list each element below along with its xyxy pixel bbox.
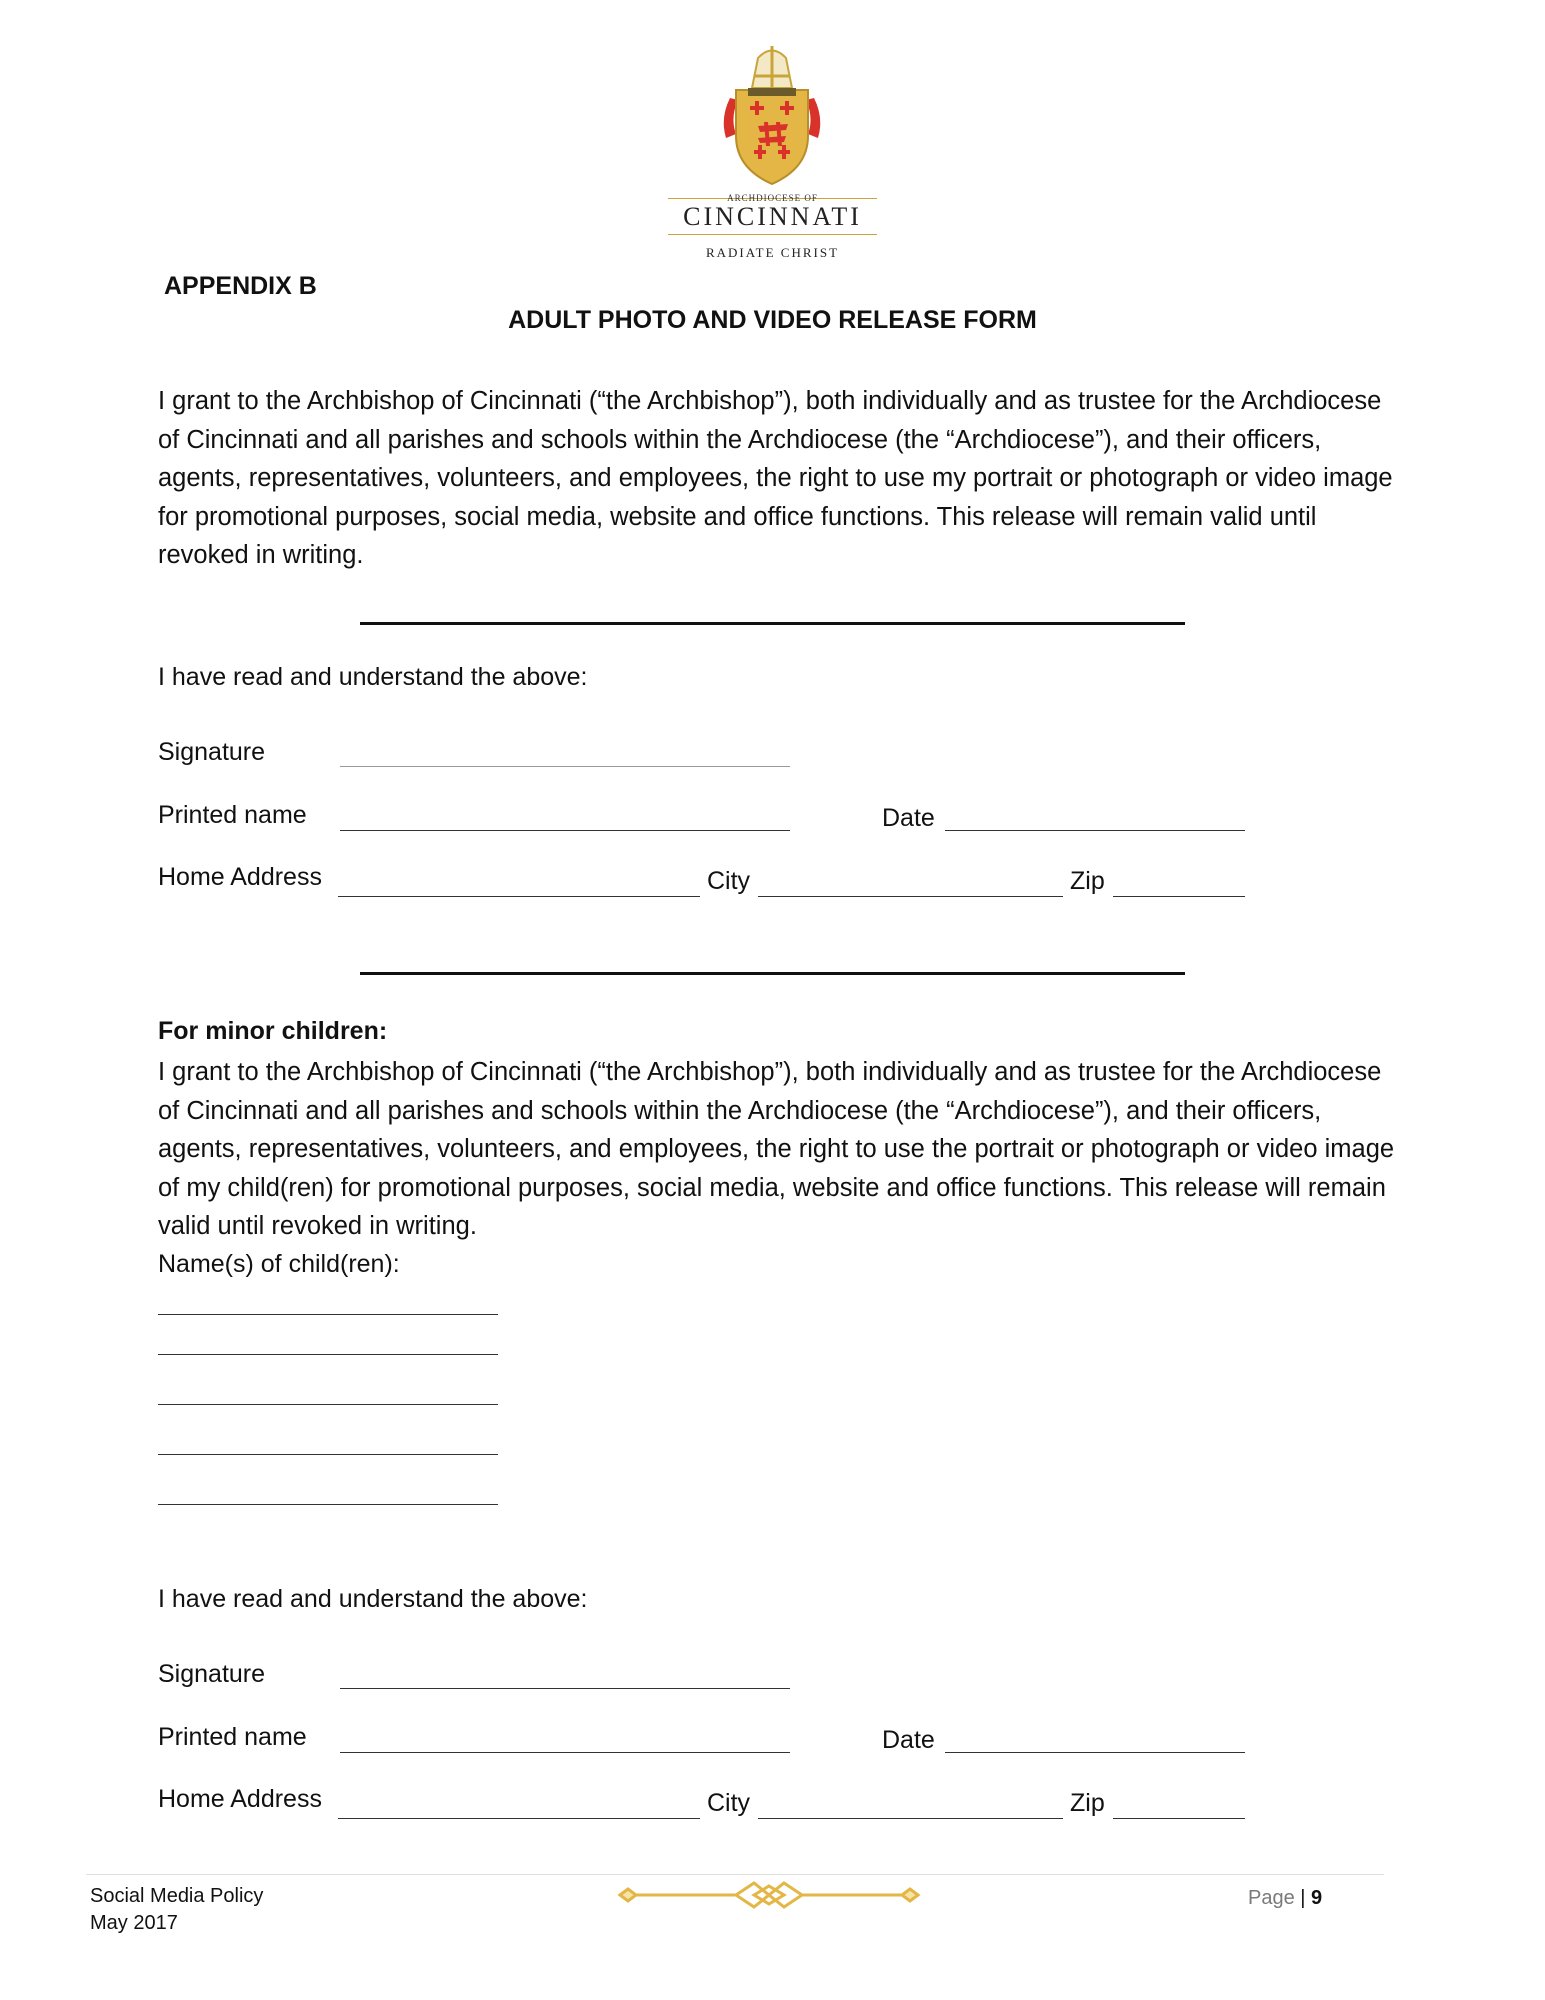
children-names-label: Name(s) of child(ren): <box>158 1250 400 1278</box>
adult-date-field[interactable] <box>945 830 1245 831</box>
minor-home-address-label: Home Address <box>158 1785 322 1813</box>
child-name-field[interactable] <box>158 1504 498 1505</box>
adult-printed-name-label: Printed name <box>158 801 307 829</box>
adult-city-field[interactable] <box>758 896 1063 897</box>
adult-release-paragraph: I grant to the Archbishop of Cincinnati (“the Archbishop”), both individually and as trustee for the Archdiocese of Cincinnati and all parishes and schools within the Archdiocese (the “Archdiocese”), and their officers, agents, representatives, volunteers, and employees, the right to use my portrait or photograph or video image for promotional purposes, social media, website and office functions. This release will remain valid until revoked in writing. <box>158 387 1393 569</box>
footer-page-separator: | <box>1300 1887 1306 1909</box>
minor-date-label: Date <box>882 1726 935 1754</box>
footer-doc-name: Social Media Policy <box>90 1885 264 1907</box>
child-name-field[interactable] <box>158 1354 498 1355</box>
coat-of-arms-icon <box>660 38 885 188</box>
section-divider <box>360 622 1185 625</box>
footer-doc-date: May 2017 <box>90 1912 178 1934</box>
appendix-label: APPENDIX B <box>164 272 317 300</box>
minor-release-paragraph: I grant to the Archbishop of Cincinnati (“the Archbishop”), both individually and as trustee for the Archdiocese of Cincinnati and all parishes and schools within the Archdiocese (the “Archdiocese”), and their officers, agents, representatives, volunteers, and employees, the right to use the portrait or photograph or video image of my child(ren) for promotional purposes, social media, website and office functions. This release will remain valid until revoked in writing. <box>158 1058 1395 1240</box>
adult-city-label: City <box>707 867 751 895</box>
adult-home-address-field[interactable] <box>338 896 700 897</box>
child-name-field[interactable] <box>158 1314 498 1315</box>
footer-ornament-icon <box>614 1878 924 1912</box>
child-name-field[interactable] <box>158 1454 498 1455</box>
minor-acknowledgement: I have read and understand the above: <box>158 1585 588 1613</box>
minor-signature-field[interactable] <box>340 1688 790 1689</box>
adult-zip-field[interactable] <box>1113 896 1245 897</box>
logo-line-2: CINCINNATI <box>683 202 862 231</box>
adult-signature-label: Signature <box>158 738 266 766</box>
minor-city-label: City <box>707 1789 751 1817</box>
minor-city-field[interactable] <box>758 1818 1063 1819</box>
minor-heading: For minor children: <box>158 1017 388 1045</box>
footer-page-label: Page <box>1248 1887 1295 1909</box>
minor-zip-label: Zip <box>1070 1789 1105 1817</box>
archdiocese-logo <box>660 38 885 268</box>
adult-acknowledgement: I have read and understand the above: <box>158 663 588 691</box>
minor-date-field[interactable] <box>945 1752 1245 1753</box>
logo-line-1: ARCHDIOCESE OF <box>727 193 818 203</box>
footer-page-number: 9 <box>1311 1887 1323 1909</box>
adult-home-address-label: Home Address <box>158 863 322 891</box>
child-name-field[interactable] <box>158 1404 498 1405</box>
adult-date-label: Date <box>882 804 935 832</box>
minor-printed-name-label: Printed name <box>158 1723 307 1751</box>
minor-zip-field[interactable] <box>1113 1818 1245 1819</box>
logo-tagline: RADIATE CHRIST <box>705 245 840 260</box>
minor-printed-name-field[interactable] <box>340 1752 790 1753</box>
section-divider <box>360 972 1185 975</box>
adult-signature-field[interactable] <box>340 766 790 767</box>
minor-signature-label: Signature <box>158 1660 266 1688</box>
footer-rule <box>86 1874 1384 1875</box>
form-title: ADULT PHOTO AND VIDEO RELEASE FORM <box>508 306 1037 334</box>
adult-zip-label: Zip <box>1070 867 1105 895</box>
adult-printed-name-field[interactable] <box>340 830 790 831</box>
minor-home-address-field[interactable] <box>338 1818 700 1819</box>
footer-page <box>1248 1884 1322 1912</box>
